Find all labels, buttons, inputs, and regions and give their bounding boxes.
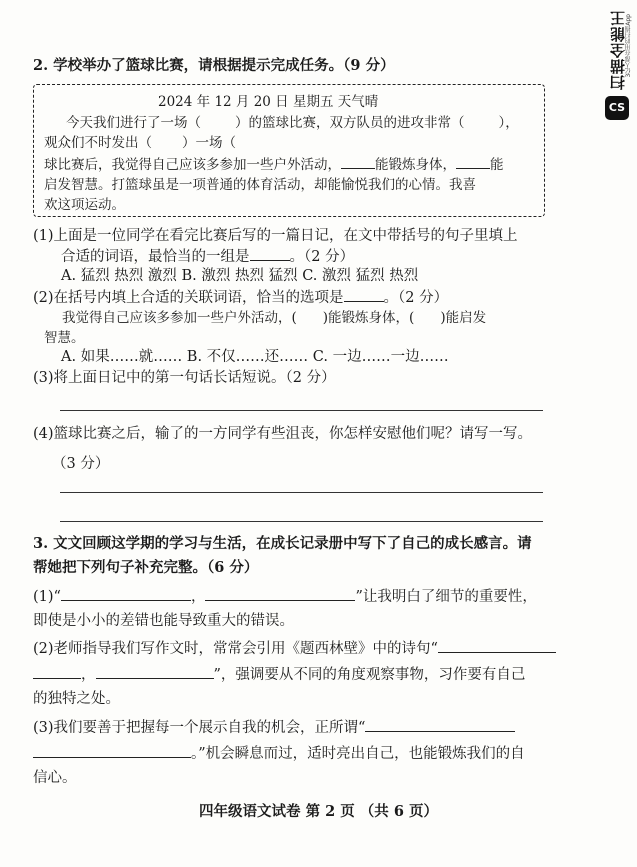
question-text: (2)在括号内填上合适的关联词语，恰当的选项是 [33,290,344,306]
q3-sentence-1-cont: 即使是小小的差错也能导致重大的错误。 [33,613,294,629]
diary-text: ）， [498,115,519,131]
question-text: ”，强调要从不同的角度观察事物，习作要有自己 [213,667,526,683]
question-3-title: 3. 文文回顾这学期的学习与生活，在成长记录册中写下了自己的成长感言。请 [33,535,532,552]
answer-blank[interactable] [96,664,214,679]
scanner-watermark [601,10,633,122]
diary-text: 今天我们进行了一场（ [66,115,201,131]
question-text: (2)老师指导我们写作文时，常常会引用《题西林壁》中的诗句“ [33,641,438,657]
sub-question-1-options: A. 猛烈 热烈 激烈 B. 激烈 热烈 猛烈 C. 激烈 猛烈 热烈 [61,268,419,284]
diary-line-4: 启发智慧。打篮球虽是一项普通的体育活动，却能愉悦我们的心情。我喜 [44,177,476,193]
diary-text: 能锻炼身体， [375,157,456,173]
sub-question-1: (1)上面是一位同学在看完比赛后写的一篇日记，在文中带括号的句子里填上 [33,228,518,244]
q3-sentence-2 [33,638,556,659]
sub-question-4-score: （3 分） [52,456,110,472]
sub-question-1-cont [61,246,354,267]
q3-sentence-2-end: 的独特之处。 [33,691,120,707]
question-text: (1)“ [33,589,61,605]
diary-line-3 [44,154,504,175]
diary-line-1 [66,113,519,133]
question-3-title-cont: 帮她把下列句子补充完整。（6 分） [33,559,259,576]
camscanner-logo-icon: CS [605,96,629,120]
diary-text: 观众们不时发出（ [44,135,152,151]
answer-blank[interactable] [61,586,191,601]
question-text: 。（2 分） [383,290,449,306]
question-2-title: 2. 学校举办了篮球比赛，请根据提示完成任务。（9 分） [33,57,395,74]
q3-sentence-1 [33,586,537,607]
diary-text: ）一场（ [182,135,236,151]
diary-line-2 [44,133,236,153]
question-text: )能锻炼身体，( [322,310,415,326]
question-text: ”让我明白了细节的重要性， [355,589,537,605]
question-text: 。”机会瞬息而过，适时亮出自己，也能锻炼我们的自 [191,746,525,762]
sub-question-2 [33,287,448,308]
question-text: 。（2 分） [289,249,355,265]
answer-blank[interactable] [205,586,355,601]
answer-blank[interactable] [33,743,191,758]
sub-question-2-options: A. 如果……就…… B. 不仅……还…… C. 一边……一边…… [61,349,449,365]
question-text: 我觉得自己应该多参加一些户外活动，( [62,310,297,326]
question-text: )能启发 [440,310,487,326]
answer-blank[interactable] [365,717,515,732]
answer-line[interactable] [60,410,543,411]
watermark-tagline: 3亿人都在用的扫描App [625,14,632,78]
q3-sentence-3 [33,717,515,738]
answer-blank[interactable] [456,154,490,169]
diary-text: 能 [490,157,504,173]
answer-line[interactable] [60,521,543,522]
sub-question-2-sentence [62,308,486,328]
answer-blank[interactable] [344,287,384,302]
watermark-brand: 扫描全能王 [609,10,627,90]
question-text: ， [81,667,96,683]
q3-sentence-3-end: 信心。 [33,770,77,786]
question-text: ， [190,589,206,605]
q3-sentence-3-cont [33,743,525,764]
question-text: (3)我们要善于把握每一个展示自我的机会，正所谓“ [33,720,366,736]
answer-blank[interactable] [33,664,81,679]
answer-line[interactable] [60,492,543,493]
sub-question-2-sentence-cont: 智慧。 [44,330,85,346]
diary-text: 球比赛后，我觉得自己应该多参加一些户外活动， [44,157,341,173]
sub-question-4: (4)篮球比赛之后，输了的一方同学有些沮丧，你怎样安慰他们呢？请写一写。 [33,426,533,442]
answer-blank[interactable] [341,154,375,169]
q3-sentence-2-cont [33,664,525,685]
diary-date: 2024 年 12 月 20 日 星期五 天气晴 [158,94,379,110]
diary-text: ）的篮球比赛，双方队员的进攻非常（ [235,115,465,131]
page-footer: 四年级语文试卷 第 2 页 （共 6 页） [199,803,438,820]
diary-line-5: 欢这项运动。 [44,197,125,213]
answer-blank[interactable] [438,638,556,653]
answer-blank[interactable] [250,246,290,261]
sub-question-3: (3)将上面日记中的第一句话长话短说。（2 分） [33,370,336,386]
question-text: 合适的词语，最恰当的一组是 [61,249,250,265]
